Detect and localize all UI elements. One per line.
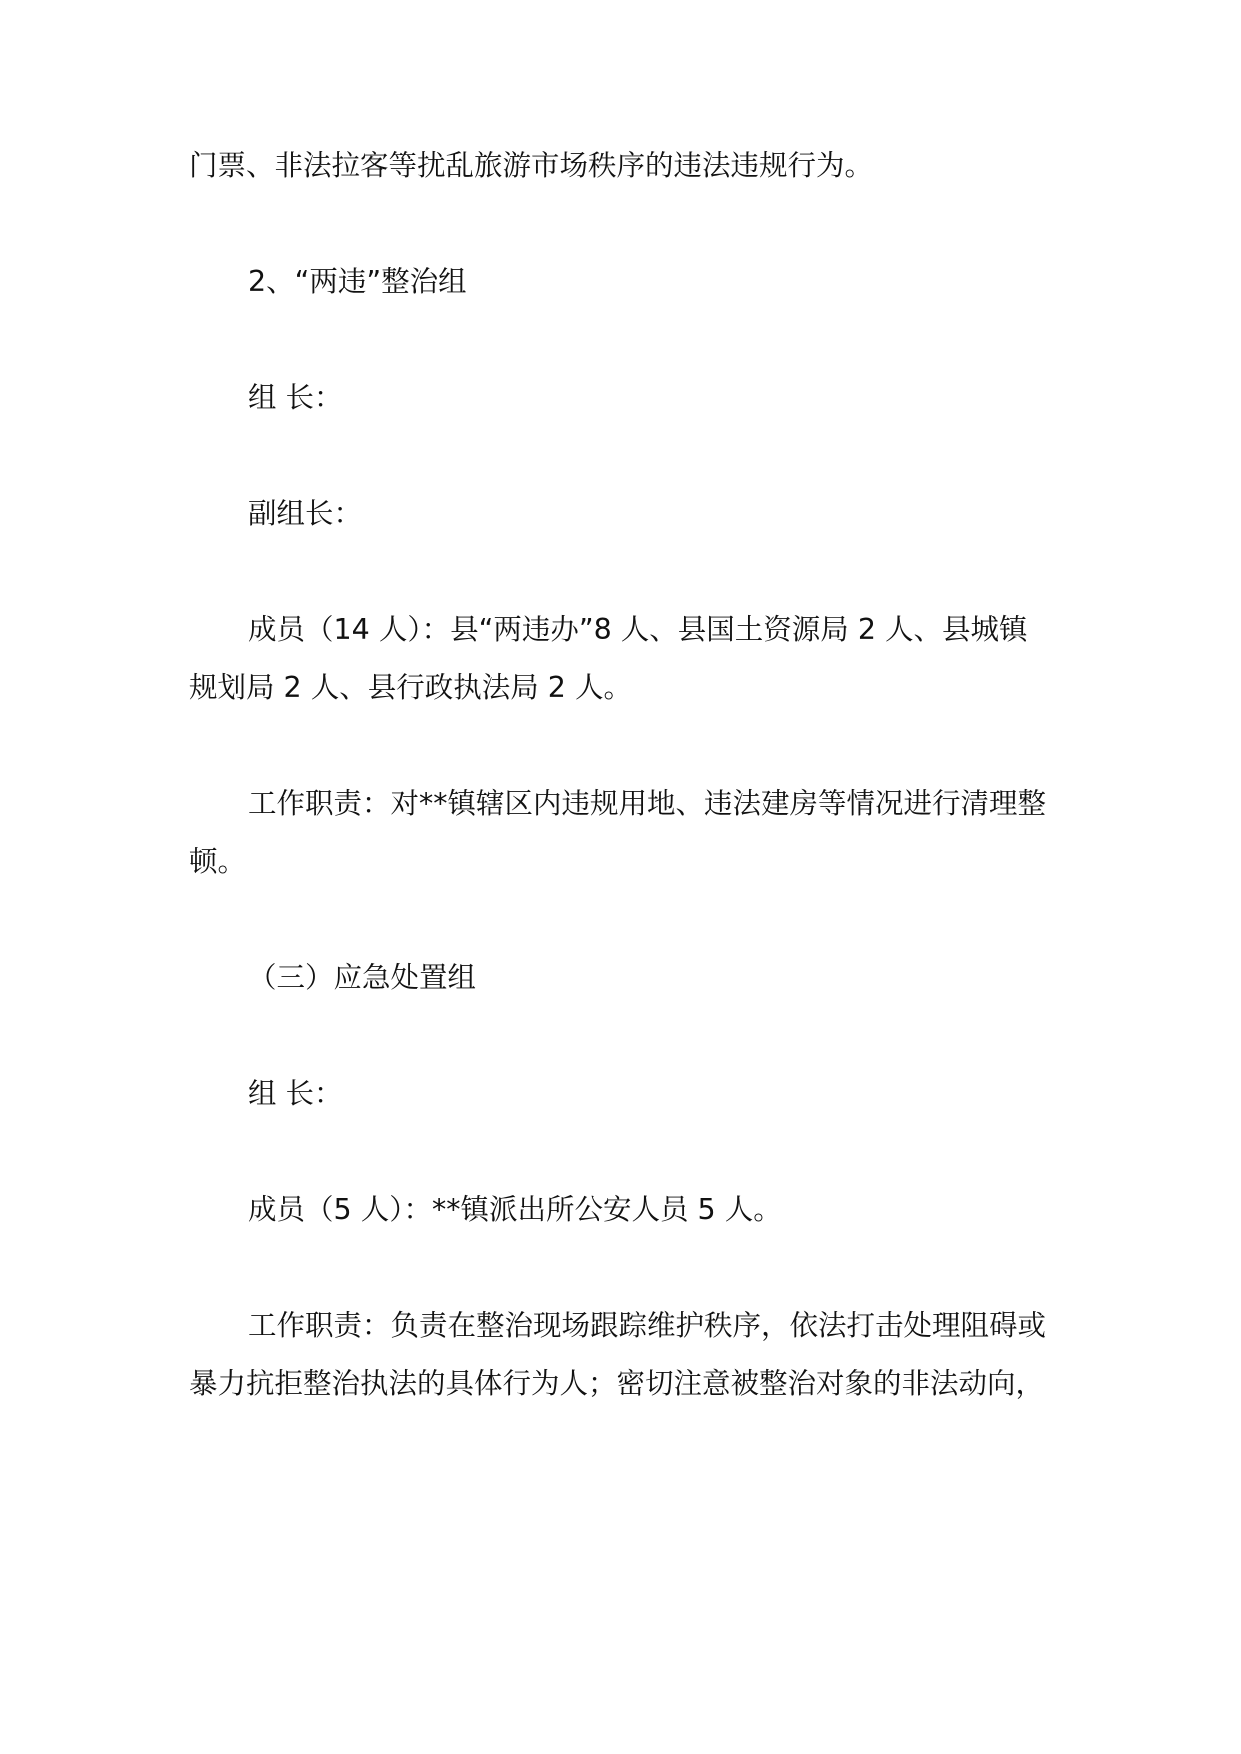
section-heading-two-violations-group: 2、“两违”整治组 xyxy=(248,265,467,298)
emergency-group-leader-label: 组 长： xyxy=(248,1077,343,1110)
duties-paragraph-line-1: 工作职责：对**镇辖区内违规用地、违法建房等情况进行清理整 xyxy=(248,787,1047,820)
paragraph-continuation-line: 门票、非法拉客等扰乱旅游市场秩序的违法违规行为。 xyxy=(189,149,874,182)
emergency-duties-line-2: 暴力抗拒整治执法的具体行为人；密切注意被整治对象的非法动向， xyxy=(189,1367,1045,1400)
duties-paragraph-line-2: 顿。 xyxy=(189,845,247,878)
deputy-leader-label: 副组长： xyxy=(248,497,363,530)
emergency-members-paragraph: 成员（5 人）：**镇派出所公安人员 5 人。 xyxy=(248,1193,782,1226)
section-heading-emergency-group: （三）应急处置组 xyxy=(248,961,477,994)
group-leader-label: 组 长： xyxy=(248,381,343,414)
members-paragraph-line-2: 规划局 2 人、县行政执法局 2 人。 xyxy=(189,671,633,704)
members-paragraph-line-1: 成员（14 人）：县“两违办”8 人、县国土资源局 2 人、县城镇 xyxy=(248,613,1028,646)
emergency-duties-line-1: 工作职责：负责在整治现场跟踪维护秩序，依法打击处理阻碍或 xyxy=(248,1309,1047,1342)
